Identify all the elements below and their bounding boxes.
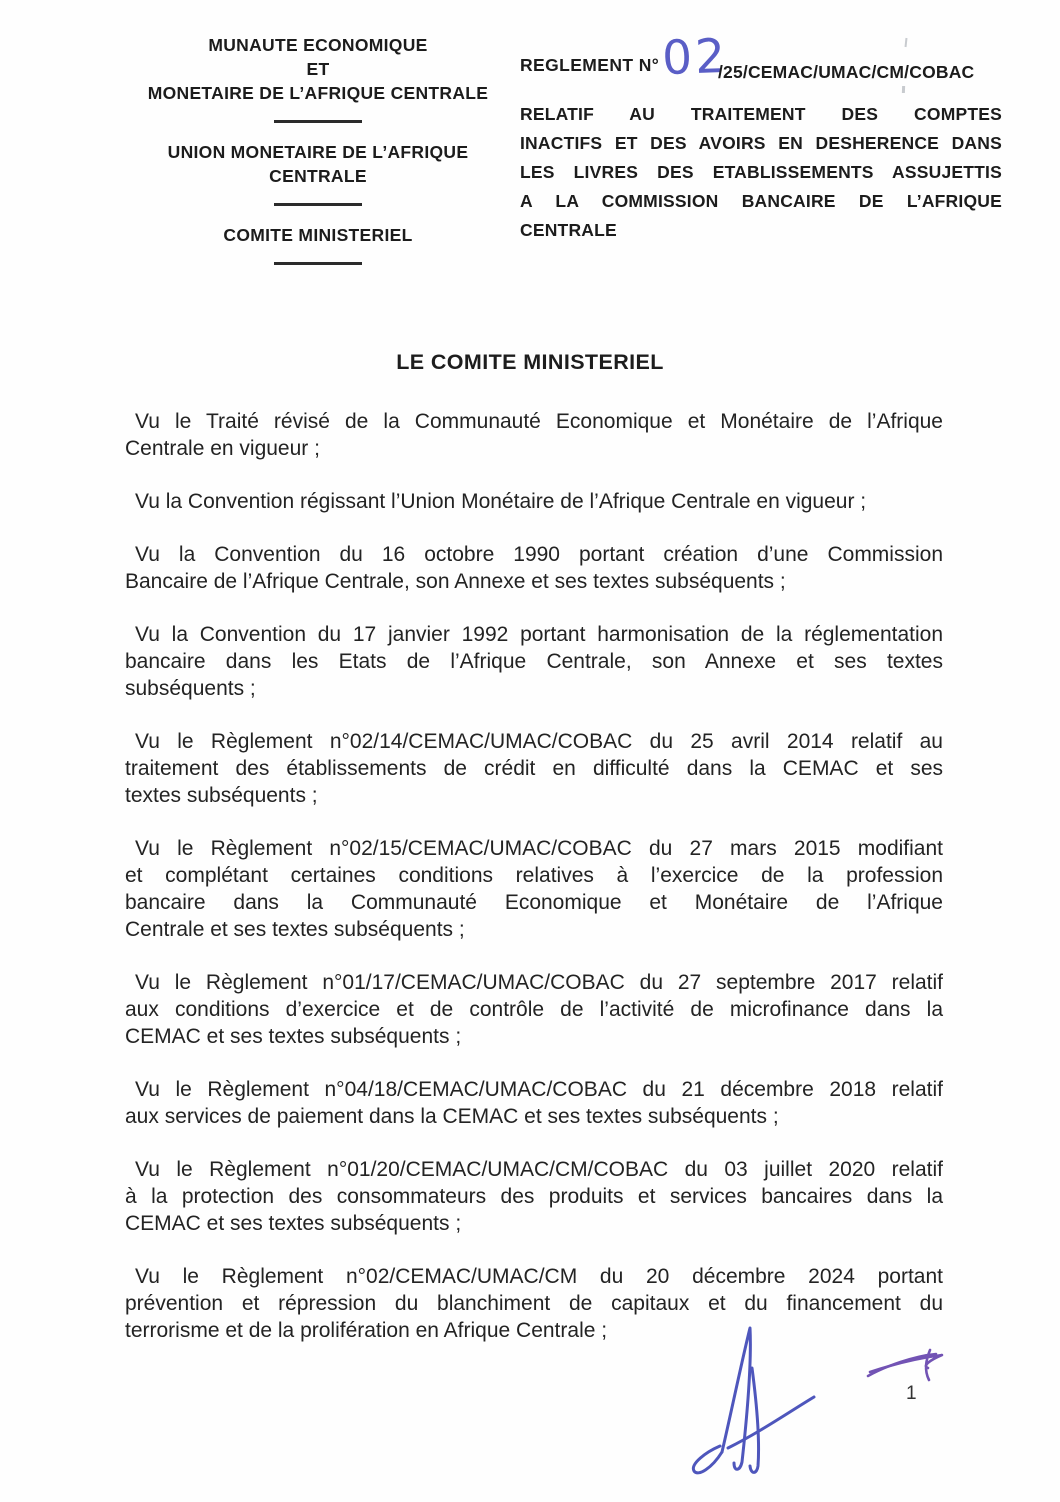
text-line: subséquents ; xyxy=(125,677,256,700)
text-line: CEMAC et ses textes subséquents ; xyxy=(125,1212,462,1235)
paragraph-vu-convention-umac xyxy=(125,488,943,515)
text-line: prévention et répression du blanchiment de capitaux et du financement du xyxy=(125,1292,943,1315)
text-line: Bancaire de l’Afrique Centrale, son Annexe et ses textes subséquents ; xyxy=(125,570,786,593)
text-line: traitement des établissements de crédit en difficulté dans la CEMAC et ses xyxy=(125,757,943,780)
text-line: Centrale en vigueur ; xyxy=(125,437,320,460)
separator-line xyxy=(274,120,362,123)
document-heading: LE COMITE MINISTERIEL xyxy=(396,350,664,374)
regulation-number-line xyxy=(520,28,1002,86)
page-number: 1 xyxy=(906,1383,917,1404)
text-line: Vu le Règlement n°01/17/CEMAC/UMAC/COBAC du 27 septembre 2017 relatif xyxy=(135,971,943,994)
separator-line xyxy=(274,262,362,265)
text-line: bancaire dans les Etats de l’Afrique Centrale, son Annexe et ses textes xyxy=(125,650,943,673)
text-line: LES LIVRES DES ETABLISSEMENTS ASSUJETTIS xyxy=(520,162,1002,182)
text-line: et complétant certaines conditions relatives à l’exercice de la profession xyxy=(125,864,943,887)
paragraph-vu-reglement-02-14 xyxy=(125,728,943,809)
text-line: terrorisme et de la prolifération en Afrique Centrale ; xyxy=(125,1319,608,1342)
separator-line xyxy=(274,203,362,206)
text-line: Vu le Règlement n°01/20/CEMAC/UMAC/CM/COBAC du 03 juillet 2020 relatif xyxy=(135,1158,943,1181)
text-line: CEMAC et ses textes subséquents ; xyxy=(125,1025,462,1048)
text-line: aux services de paiement dans la CEMAC et ses textes subséquents ; xyxy=(125,1105,779,1128)
text-line: Vu le Traité révisé de la Communauté Economique et Monétaire de l’Afrique xyxy=(135,410,943,433)
regulation-number-prefix: REGLEMENT N° xyxy=(520,55,660,75)
regulation-number-suffix: /25/CEMAC/UMAC/CM/COBAC xyxy=(717,62,975,82)
text-line: ET xyxy=(306,59,330,79)
text-line: Vu la Convention régissant l’Union Monétaire de l’Afrique Centrale en vigueur ; xyxy=(135,490,867,513)
paragraph-vu-convention-1990 xyxy=(125,541,943,595)
text-line: Vu la Convention du 16 octobre 1990 portant création d’une Commission xyxy=(135,543,943,566)
text-line: Vu le Règlement n°02/14/CEMAC/UMAC/COBAC du 25 avril 2014 relatif au xyxy=(135,730,943,753)
union-title: UNION MONETAIRE DE L’AFRIQUE CENTRALE xyxy=(167,142,469,186)
text-line: à la protection des consommateurs des produits et services bancaires dans la xyxy=(125,1185,943,1208)
text-line: Vu le Règlement n°02/15/CEMAC/UMAC/COBAC du 27 mars 2015 modifiant xyxy=(135,837,943,860)
paragraph-vu-reglement-02-15 xyxy=(125,835,943,943)
text-line: aux conditions d’exercice et de contrôle de l’activité de microfinance dans la xyxy=(125,998,943,1021)
text-line: bancaire dans la Communauté Economique et Monétaire de l’Afrique xyxy=(125,891,943,914)
header-right-block xyxy=(520,28,1002,245)
paragraph-vu-convention-1992 xyxy=(125,621,943,702)
document-body xyxy=(125,408,943,1370)
paragraph-vu-reglement-04-18 xyxy=(125,1076,943,1130)
committee-title: COMITE MINISTERIEL xyxy=(223,225,413,245)
text-line: Vu le Règlement n°04/18/CEMAC/UMAC/COBAC du 21 décembre 2018 relatif xyxy=(135,1078,943,1101)
text-line: MONETAIRE DE L’AFRIQUE CENTRALE xyxy=(147,83,489,103)
text-line: RELATIF AU TRAITEMENT DES COMPTES xyxy=(520,104,1002,124)
signature-scribble xyxy=(668,1298,828,1498)
text-line: Centrale et ses textes subséquents ; xyxy=(125,918,465,941)
text-line: textes subséquents ; xyxy=(125,784,318,807)
regulation-number-handwritten: 02 xyxy=(661,28,730,87)
text-line: INACTIFS ET DES AVOIRS EN DESHERENCE DANS xyxy=(520,133,1002,153)
paragraph-vu-traite xyxy=(125,408,943,462)
paragraph-vu-reglement-01-20 xyxy=(125,1156,943,1237)
regulation-subject xyxy=(520,100,1002,245)
text-line: MUNAUTE ECONOMIQUE xyxy=(208,35,428,55)
text-line: Vu le Règlement n°02/CEMAC/UMAC/CM du 20 décembre 2024 portant xyxy=(135,1265,943,1288)
paragraph-vu-reglement-01-17 xyxy=(125,969,943,1050)
text-line: A LA COMMISSION BANCAIRE DE L’AFRIQUE xyxy=(520,191,1002,211)
community-title xyxy=(126,33,510,105)
text-line: CENTRALE xyxy=(520,220,617,240)
scan-artifact xyxy=(902,86,905,93)
header-left-block xyxy=(126,33,510,282)
text-line: Vu la Convention du 17 janvier 1992 portant harmonisation de la réglementation xyxy=(135,623,943,646)
